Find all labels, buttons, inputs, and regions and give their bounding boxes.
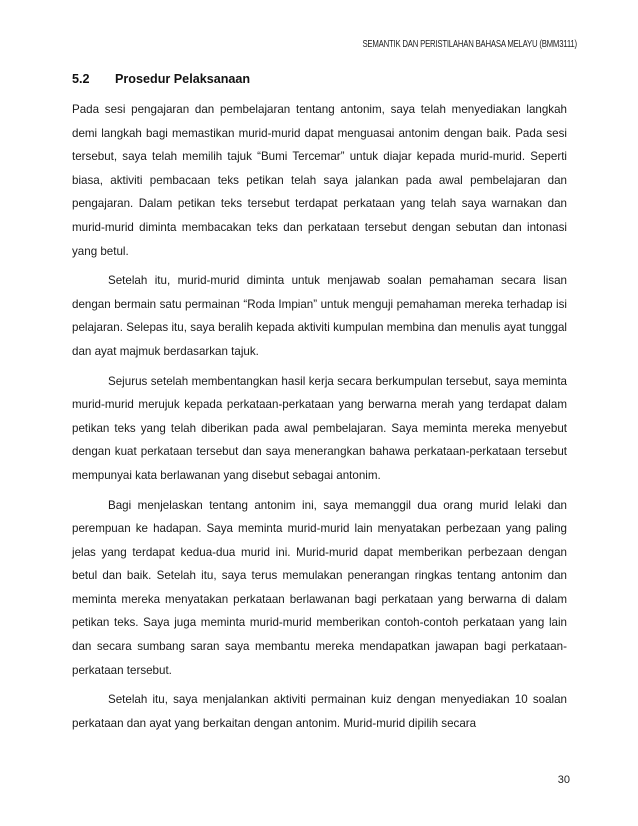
page-number: 30 — [557, 774, 570, 786]
paragraph-2: Setelah itu, murid-murid diminta untuk menjawab soalan pemahaman secara lisan dengan bermain satu permainan “Roda Impian” untuk menguji pemahaman mereka terhadap isi pelajaran. Selepas itu, saya beralih kepada aktiviti kumpulan membina dan menulis ayat tunggal dan ayat majmuk berdasarkan tajuk. — [72, 274, 567, 358]
paragraph-4: Bagi menjelaskan tentang antonim ini, saya memanggil dua orang murid lelaki dan perempuan ke hadapan. Saya meminta murid-murid lain menyatakan perbezaan yang paling jelas yang terdapat kedua-dua murid ini. Murid-murid dapat memberikan perbezaan dengan betul dan baik. Setelah itu, saya terus memulakan penerangan ringkas tentang antonim dan meminta mereka menyatakan perkataan berlawanan bagi perkataan yang berwarna di dalam petikan teks. Saya juga meminta murid-murid memberikan contoh-contoh perkataan yang lain dan secara sumbang saran saya membantu mereka mendapatkan jawapan bagi perkataan-perkataan tersebut. — [72, 498, 567, 677]
section-heading — [72, 72, 250, 86]
running-header: SEMANTIK DAN PERISTILAHAN BAHASA MELAYU (BMM3111) — [362, 39, 577, 50]
paragraph-3: Sejurus setelah membentangkan hasil kerja secara berkumpulan tersebut, saya meminta murid-murid merujuk kepada perkataan-perkataan yang berwarna merah yang terdapat dalam petikan teks yang telah diberikan pada awal pembelajaran. Saya meminta mereka menyebut dengan kuat perkataan tersebut dan saya menerangkan bahawa perkataan-perkataan tersebut mempunyai kata berlawanan yang disebut sebagai antonim. — [72, 374, 567, 482]
body-text — [72, 98, 567, 741]
section-number: 5.2 — [72, 72, 90, 86]
section-title: Prosedur Pelaksanaan — [115, 72, 251, 86]
paragraph-5: Setelah itu, saya menjalankan aktiviti permainan kuiz dengan menyediakan 10 soalan perkataan dan ayat yang berkaitan dengan antonim. Murid-murid dipilih secara — [72, 693, 567, 730]
paragraph-1: Pada sesi pengajaran dan pembelajaran tentang antonim, saya telah menyediakan langkah demi langkah bagi memastikan murid-murid dapat menguasai antonim dengan baik. Pada sesi tersebut, saya telah memilih tajuk “Bumi Tercemar” untuk diajar kepada murid-murid. Seperti biasa, aktiviti pembacaan teks petikan telah saya jalankan pada awal pembelajaran dan pengajaran. Dalam petikan teks tersebut terdapat perkataan yang telah saya warnakan dan murid-murid diminta membacakan teks dan perkataan tersebut dengan sebutan dan intonasi yang betul. — [72, 103, 567, 258]
